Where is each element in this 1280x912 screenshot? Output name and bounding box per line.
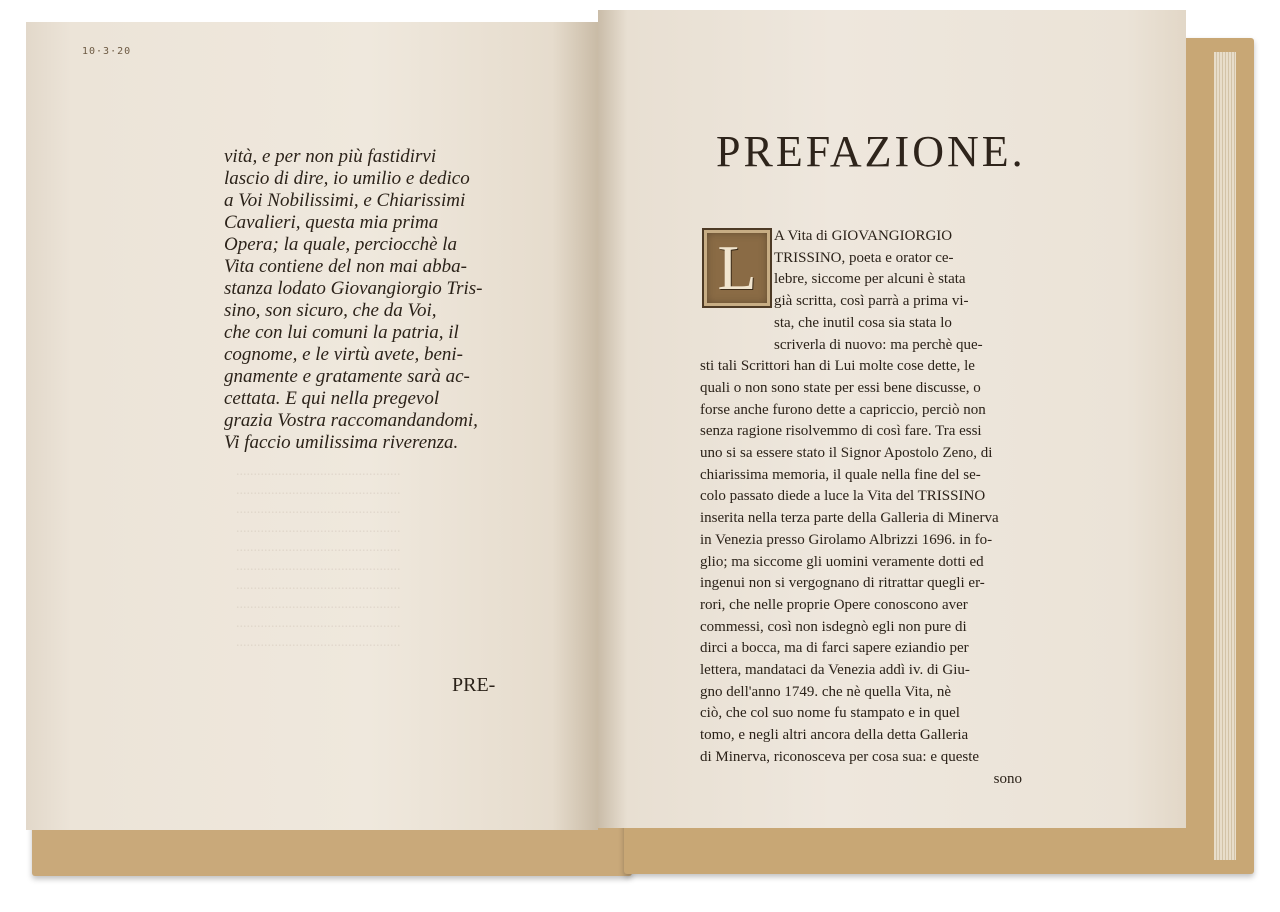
text-line: quali o non sono state per essi bene discusse, o [700, 379, 981, 396]
text-line: uno si sa essere stato il Signor Apostolo Zeno, di [700, 445, 993, 462]
text-line: tomo, e negli altri ancora della detta Galleria [700, 727, 969, 744]
text-line: ingenui non si vergognano di ritrattar quegli er- [700, 575, 985, 592]
margin-note: 10·3·20 [82, 46, 132, 57]
text-line: lebre, siccome per alcuni è stata [774, 271, 966, 288]
page-edges [1214, 52, 1236, 860]
text-line: Cavalieri, questa mia prima [224, 212, 439, 233]
text-line: sti tali Scrittori han di Lui molte cose dette, le [700, 358, 975, 375]
text-line: gnamente e gratamente sarà ac- [224, 366, 470, 387]
text-line: chiarissima memoria, il quale nella fine del se- [700, 466, 981, 483]
left-page-text [224, 146, 544, 454]
show-through-text: ............................................... ............................................... ............................................... ............................................... ............................................... ............................................... ............................................... ............................................... ............................................... ............................................... [236, 464, 401, 650]
text-line: inserita nella terza parte della Galleria di Minerva [700, 510, 999, 527]
text-line: stanza lodato Giovangiorgio Tris- [224, 278, 483, 299]
text-line: rori, che nelle proprie Opere conoscono aver [700, 596, 968, 613]
text-line: TRISSINO, poeta e orator ce- [774, 249, 954, 266]
text-line: glio; ma siccome gli uomini veramente dotti ed [700, 553, 984, 570]
initial-letter: L [717, 232, 757, 303]
text-line: grazia Vostra raccomandandomi, [224, 410, 478, 431]
text-line: gno dell'anno 1749. che nè quella Vita, nè [700, 683, 952, 700]
text-line: Vita contiene del non mai abba- [224, 256, 467, 277]
left-catchword: PRE- [452, 674, 496, 696]
text-line: senza ragione risolvemmo di così fare. Tra essi [700, 423, 982, 440]
text-line: commessi, così non isdegnò egli non pure di [700, 618, 967, 635]
text-line: ciò, che col suo nome fu stampato e in quel [700, 705, 960, 722]
text-line: lettera, mandataci da Venezia addì iv. di Giu- [700, 662, 970, 679]
text-line: già scritta, così parrà a prima vi- [774, 293, 969, 310]
text-line: sino, son sicuro, che da Voi, [224, 300, 437, 321]
text-line: in Venezia presso Girolamo Albrizzi 1696. in fo- [700, 531, 993, 548]
right-catchword: sono [993, 770, 1022, 787]
text-line: che con lui comuni la patria, il [224, 322, 459, 343]
text-line: A Vita di GIOVANGIORGIO [774, 228, 953, 244]
text-line: scriverla di nuovo: ma perchè que- [774, 336, 983, 353]
text-line: di Minerva, riconosceva per cosa sua: e queste [700, 748, 980, 765]
text-line: a Voi Nobilissimi, e Chiarissimi [224, 190, 466, 211]
text-line: cettata. E qui nella pregevol [224, 388, 440, 409]
text-line: lascio di dire, io umilio e dedico [224, 168, 470, 189]
page-title: PREFAZIONE. [716, 127, 1026, 176]
text-line: dirci a bocca, ma di farci sapere eziandio per [700, 640, 969, 657]
right-page-text [700, 226, 1022, 790]
text-line: vità, e per non più fastidirvi [224, 146, 437, 167]
text-line: cognome, e le virtù avete, beni- [224, 344, 463, 365]
text-line: Opera; la quale, perciocchè la [224, 234, 458, 255]
text-line: sta, che inutil cosa sia stata lo [774, 314, 952, 331]
text-line: colo passato diede a luce la Vita del TRISSINO [700, 488, 986, 505]
text-line: Vi faccio umilissima riverenza. [224, 432, 459, 453]
text-line: forse anche furono dette a capriccio, perciò non [700, 401, 986, 418]
